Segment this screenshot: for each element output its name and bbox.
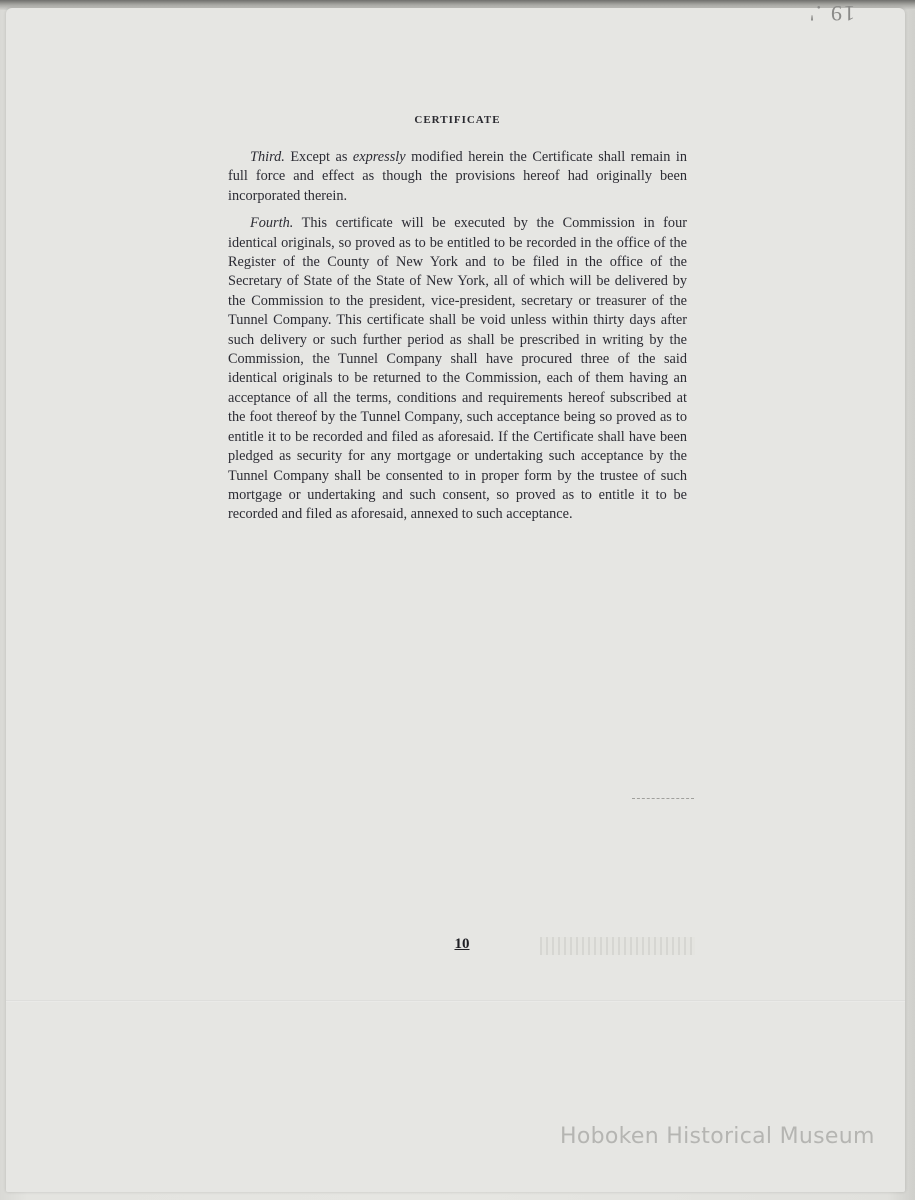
page-heading: CERTIFICATE <box>414 114 501 126</box>
ink-smudge <box>632 798 694 801</box>
paragraph-third-emphasis: expressly <box>352 149 406 165</box>
paragraph-fourth <box>228 214 687 525</box>
faded-stamp <box>540 937 695 955</box>
paragraph-third-before: Except as <box>284 149 353 165</box>
page-number: 10 <box>454 936 470 952</box>
paragraph-third-after: modified herein the Certificate shall remain in full force and effect as though the provisions hereof had originally been incorporated therein. <box>228 149 687 204</box>
body-text <box>228 148 687 533</box>
corner-handwritten-mark: 19 .' <box>808 1 855 26</box>
museum-watermark: Hoboken Historical Museum <box>560 1124 875 1149</box>
paragraph-third-lead: Third. <box>250 149 285 165</box>
paragraph-fourth-body: This certificate will be executed by the Commission in four identical originals, so proved as to be entitled to be recorded in the office of the Register of the County of New York and to be filed in the office of the Secretary of State of the State of New York, all of which will be delivered by the Commission to the president, vice-president, secretary or treasurer of the Tunnel Company. This certificate shall be void unless within thirty days after such delivery or such further period as shall be prescribed in writing by the Commission, the Tunnel Company shall have procured three of the said identical originals to be returned to the Commission, each of them having an acceptance of all the terms, conditions and requirements hereof subscribed at the foot thereof by the Tunnel Company, such acceptance being so proved as to entitle it to be recorded and filed as aforesaid. If the Certificate shall have been pledged as security for any mortgage or undertaking such acceptance by the Tunnel Company shall be consented to in proper form by the trustee of such mortgage or undertaking and such consent, so proved as to entitle it to be recorded and filed as aforesaid, annexed to such acceptance. <box>228 215 687 523</box>
paragraph-fourth-lead: Fourth. <box>250 215 294 232</box>
paragraph-third <box>228 148 687 206</box>
page-fold <box>6 1000 905 1002</box>
